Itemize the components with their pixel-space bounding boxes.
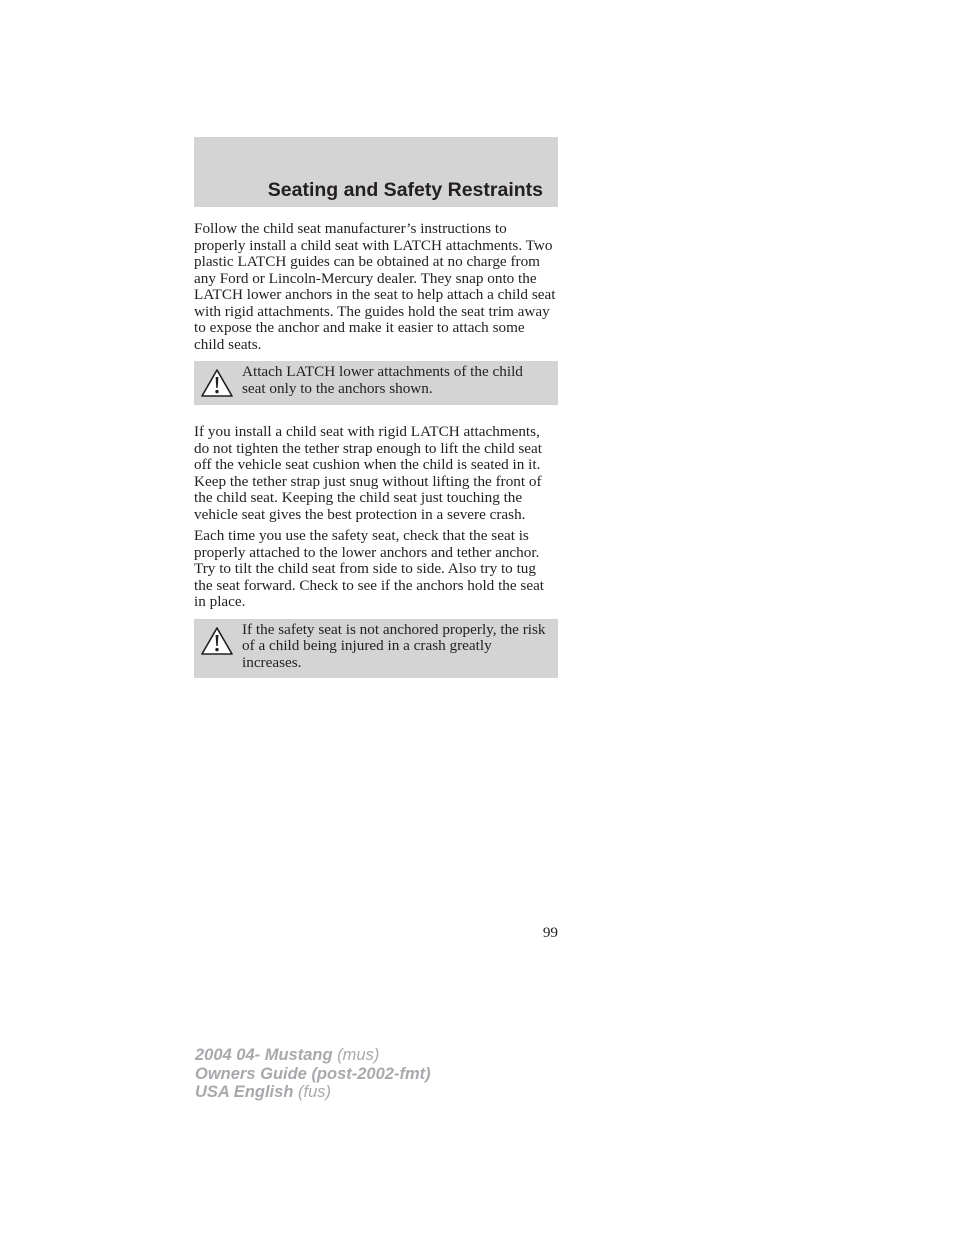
warning-text-latch-anchors: Attach LATCH lower attachments of the child seat only to the anchors shown.: [242, 363, 523, 397]
paragraph-check-attachment: Each time you use the safety seat, check that the seat is properly attached to the lower anchors and tether anchor. Try to tilt the child seat from side to side. Also try to tug the seat forward. Check to see if the anchors hold the seat in place.: [194, 527, 545, 610]
paragraph-latch-guides: Follow the child seat manufacturer’s instructions to properly install a child seat with LATCH attachments. Two plastic LATCH guides can be obtained at no charge from any Ford or Lincoln-Mercury dealer. They snap onto the LATCH lower anchors in the seat to help attach a child seat with rigid attachments. The guides hold the seat trim away to expose the anchor and make it easier to attach some child seats.: [194, 220, 556, 353]
footer-line-model: 2004 04- Mustang (mus): [195, 1046, 380, 1064]
warning-triangle-icon: [200, 626, 234, 656]
warning-box-anchoring: [194, 619, 558, 679]
main-content: [194, 221, 558, 678]
document-footer: [195, 1046, 431, 1102]
warning-triangle-icon: [200, 368, 234, 398]
paragraph-tether-strap: If you install a child seat with rigid LATCH attachments, do not tighten the tether strap enough to lift the child seat off the vehicle seat cushion when the child is seated in it. Keep the tether strap just snug without lifting the front of the child seat. Keeping the child seat just touching the vehicle seat gives the best protection in a severe crash.: [194, 423, 542, 523]
warning-box-latch-anchors: [194, 361, 558, 405]
warning-text-anchoring: If the safety seat is not anchored properly, the risk of a child being injured in a crash greatly increases.: [242, 620, 546, 671]
footer-line-guide: Owners Guide (post-2002-fmt): [195, 1064, 431, 1083]
section-header-band: [194, 137, 558, 207]
section-title: Seating and Safety Restraints: [267, 179, 543, 201]
footer-line-language: USA English (fus): [195, 1083, 331, 1101]
page-number: 99: [542, 924, 558, 941]
